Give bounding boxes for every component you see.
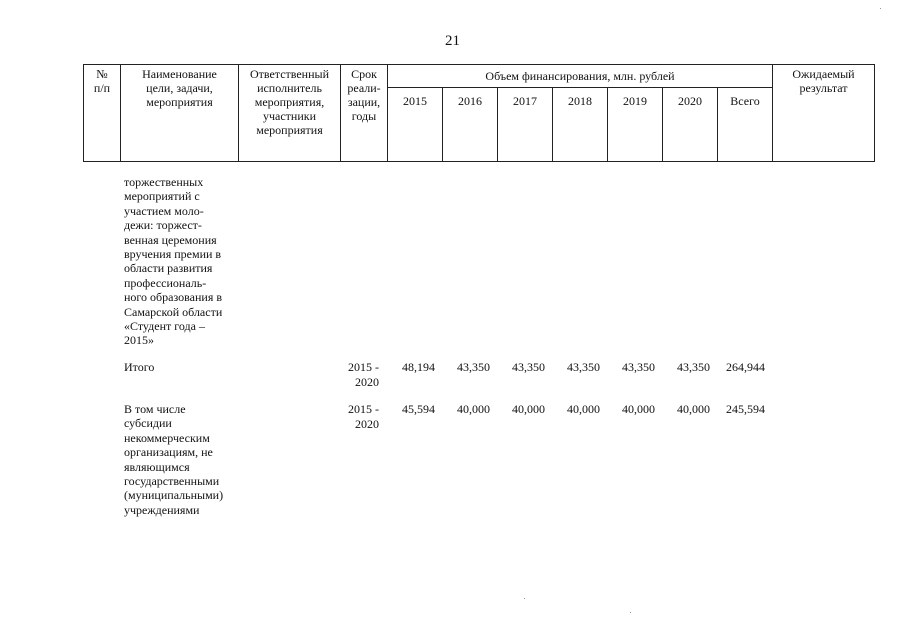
- row-subsidies-2017: 40,000: [512, 402, 545, 416]
- row-subsidies-name: В том числе субсидии некоммерческим организациям, не являющимся государственными (муниципальными) учреждениями: [124, 402, 224, 517]
- header-col-term: Срок реали- зации, годы: [341, 65, 388, 162]
- row-total-2016: 43,350: [457, 360, 490, 374]
- row-total-period: 2015 - 2020: [348, 360, 379, 389]
- scan-speck: [630, 612, 631, 613]
- row-total-2015: 48,194: [402, 360, 435, 374]
- row-subsidies-2018: 40,000: [567, 402, 600, 416]
- header-year-2016: 2016: [443, 88, 498, 162]
- row-total-2020: 43,350: [677, 360, 710, 374]
- row-subsidies-2015: 45,594: [402, 402, 435, 416]
- header-total: Всего: [718, 88, 773, 162]
- row-total-2018: 43,350: [567, 360, 600, 374]
- header-year-2020: 2020: [663, 88, 718, 162]
- row-total-all: 264,944: [726, 360, 765, 374]
- header-col-name: Наименование цели, задачи, мероприятия: [121, 65, 239, 162]
- header-col-result: Ожидаемый результат: [773, 65, 875, 162]
- scan-speck: [880, 8, 881, 9]
- header-year-2019: 2019: [608, 88, 663, 162]
- header-year-2018: 2018: [553, 88, 608, 162]
- row-total-2017: 43,350: [512, 360, 545, 374]
- page-number: 21: [445, 33, 460, 49]
- row-subsidies-period: 2015 - 2020: [348, 402, 379, 431]
- header-year-2017: 2017: [498, 88, 553, 162]
- continued-event-text: торжественных мероприятий с участием моло- дежи: торжест- венная церемония вручения премии в области развития профессиональ- ного образования в Самарской области «Студент года – 2015»: [124, 175, 223, 348]
- row-total-name: Итого: [124, 360, 155, 374]
- header-year-2015: 2015: [388, 88, 443, 162]
- table-header: [83, 64, 875, 162]
- header-col-number: № п/п: [84, 65, 121, 162]
- row-total-2019: 43,350: [622, 360, 655, 374]
- header-col-financing: Объем финансирования, млн. рублей: [388, 65, 773, 88]
- header-col-responsible: Ответственный исполнитель мероприятия, участники мероприятия: [239, 65, 341, 162]
- row-subsidies-all: 245,594: [726, 402, 765, 416]
- scan-speck: [524, 598, 525, 599]
- row-subsidies-2016: 40,000: [457, 402, 490, 416]
- row-subsidies-2020: 40,000: [677, 402, 710, 416]
- row-subsidies-2019: 40,000: [622, 402, 655, 416]
